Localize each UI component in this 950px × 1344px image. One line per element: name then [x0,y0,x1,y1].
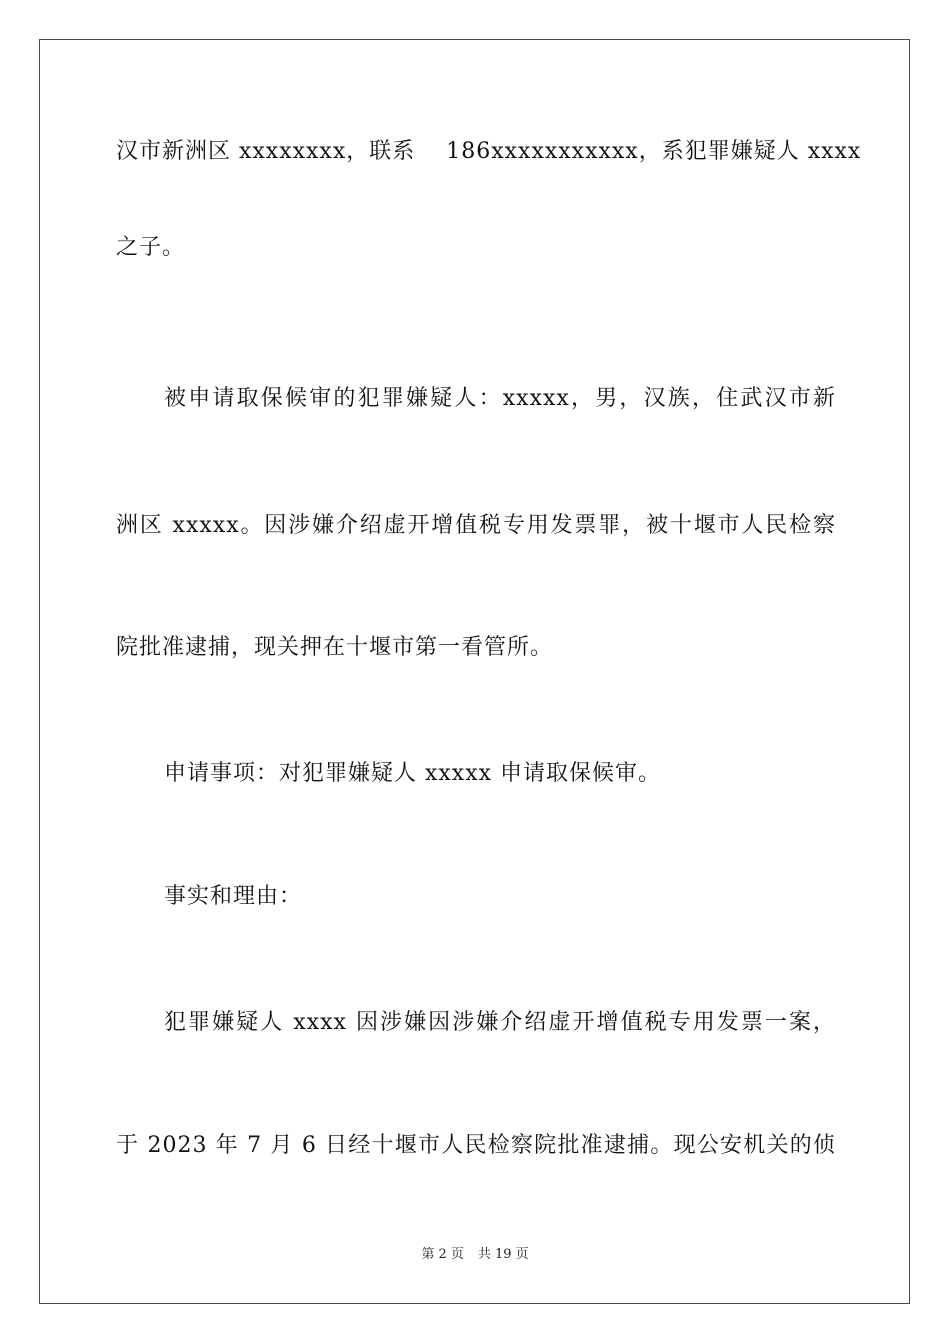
body-line-7: 事实和理由： [164,884,303,909]
page-footer [0,1245,950,1265]
page-total: 共 19 页 [477,1247,529,1262]
page-border [39,39,910,1304]
body-line-4: 洲区 xxxxx。因涉嫌介绍虚开增值税专用发票罪，被十堰市人民检察 [116,513,836,538]
body-line-9: 于 2023 年 7 月 6 日经十堰市人民检察院批准逮捕。现公安机关的侦 [116,1133,836,1158]
body-line-6: 申请事项：对犯罪嫌疑人 xxxxx 申请取保候审。 [164,761,662,786]
page-number: 第 2 页 [421,1247,464,1262]
body-line-2: 之子。 [116,235,186,260]
body-line-3: 被申请取保候审的犯罪嫌疑人：xxxxx，男，汉族，住武汉市新 [164,386,836,411]
body-line-5: 院批准逮捕，现关押在十堰市第一看管所。 [116,635,554,660]
body-line-8: 犯罪嫌疑人 xxxx 因涉嫌因涉嫌介绍虚开增值税专用发票一案， [164,1010,836,1035]
body-line-1: 汉市新洲区 xxxxxxxx，联系 186xxxxxxxxxxx，系犯罪嫌疑人 xxxx [116,139,862,164]
